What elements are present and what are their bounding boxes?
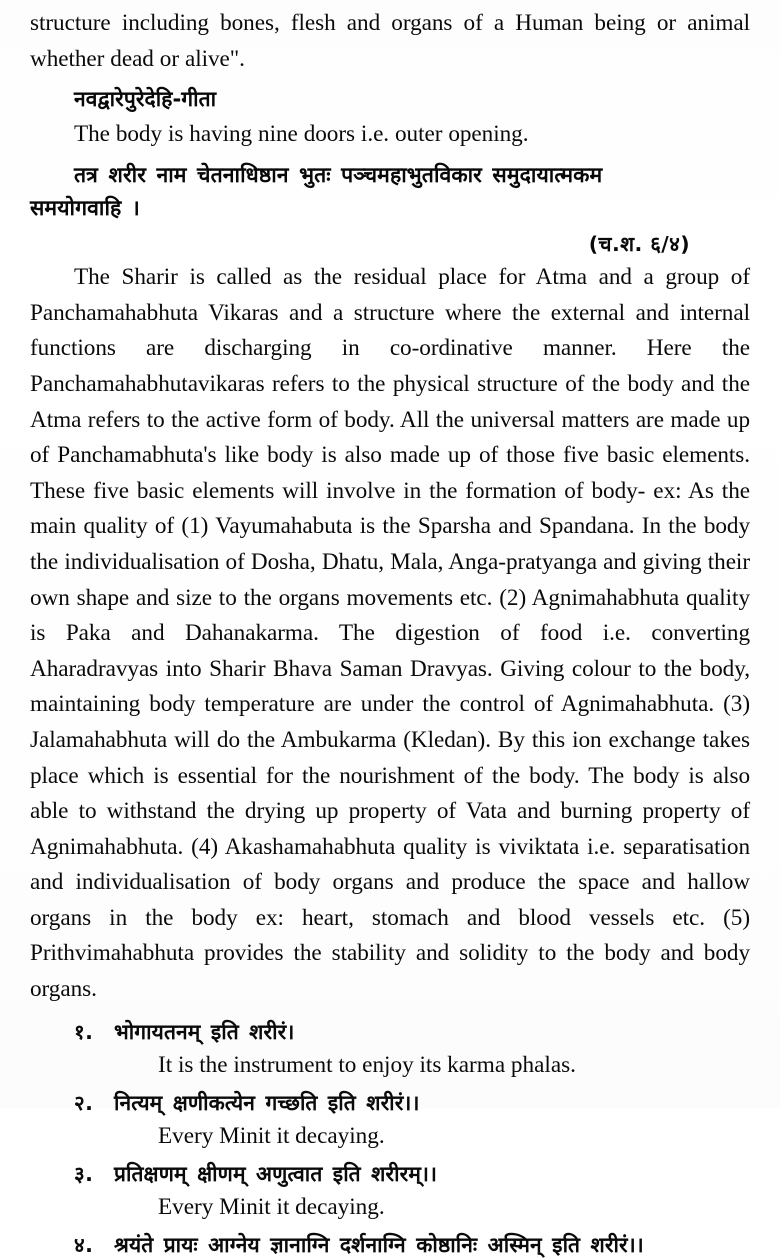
sutra-devanagari: प्रतिक्षणम् क्षीणम् अणुत्वात इति शरीरम्।।: [114, 1161, 438, 1186]
sutra-line: [74, 1018, 750, 1047]
sutra-list: [30, 1018, 750, 1260]
sutra-translation: Every Minit it decaying.: [158, 1122, 385, 1149]
list-item: [30, 1089, 750, 1153]
devanagari-heading-gloss: The body is having nine doors i.e. outer opening.: [74, 121, 529, 148]
sutra-number: ४.: [74, 1232, 94, 1257]
sutra-devanagari: श्रयंते प्रायः आग्नेय ज्ञानाग्नि दर्शनाग्नि कोष्ठानिः अस्मिन् इति शरीरं।।: [114, 1232, 644, 1257]
sutra-line: [74, 1231, 750, 1260]
list-item: [30, 1231, 750, 1260]
sutra-translation: It is the instrument to enjoy its karma phalas.: [158, 1051, 576, 1078]
list-item: [30, 1160, 750, 1224]
main-body-paragraph: The Sharir is called as the residual place for Atma and a group of Panchamahabhuta Vikaras and a structure where the external and internal functions are discharging in co-ordinative manner. Here the Panchamahabhutavikaras refers to the physical structure of the body and the Atma refers to the active form of body. All the universal matters are made up of Panchamabhuta's like body is also made up of those five basic elements. These five basic elements will involve in the formation of body- ex: As the main quality of (1) Vayumahabuta is the Sparsha and Spandana. In the body the individualisation of Dosha, Dhatu, Mala, Anga-pratyanga and giving their own shape and size to the organs movements etc. (2) Agnimahabhuta quality is Paka and Dahanakarma. The digestion of food i.e. converting Aharadravyas into Sharir Bhava Saman Dravyas. Giving colour to the body, maintaining body temperature are under the control of Agnimahabhuta. (3) Jalamahabhuta will do the Ambukarma (Kledan). By this ion exchange takes place which is essential for the nourishment of the body. The body is also able to withstand the drying up property of Vata and burning property of Agnimahabhuta. (4) Akashamahabhuta quality is viviktata i.e. separatisation and individualisation of body organs and produce the space and hallow organs in the body ex: heart, stomach and blood vessels etc. (5) Prithvimahabhuta provides the stability and solidity to the body and body organs.: [30, 264, 750, 1003]
devanagari-quote-line-2: समयोगवाहि ।: [30, 195, 140, 221]
sutra-number: २.: [74, 1090, 94, 1115]
sutra-line: [74, 1089, 750, 1118]
sutra-number: १.: [74, 1019, 94, 1044]
source-citation: (च.श. ६/४): [588, 232, 690, 257]
page-content: [30, 0, 750, 1260]
sutra-translation: Every Minit it decaying.: [158, 1193, 385, 1220]
sutra-line: [74, 1160, 750, 1189]
list-item: [30, 1018, 750, 1082]
sutra-devanagari: भोगायतनम् इति शरीरं।: [114, 1019, 295, 1044]
sutra-devanagari: नित्यम् क्षणीकत्येन गच्छति इति शरीरं।।: [114, 1090, 420, 1115]
devanagari-heading: नवद्वारेपुरेदेहि-गीता: [74, 87, 217, 112]
continued-paragraph: structure including bones, flesh and organs of a Human being or animal whether dead or alive".: [30, 10, 750, 72]
devanagari-quote-line-1: तत्र शरीर नाम चेतनाधिष्ठान भुतः पञ्चमहाभुतविकार समुदायात्मकम: [74, 162, 603, 188]
sutra-number: ३.: [74, 1161, 94, 1186]
